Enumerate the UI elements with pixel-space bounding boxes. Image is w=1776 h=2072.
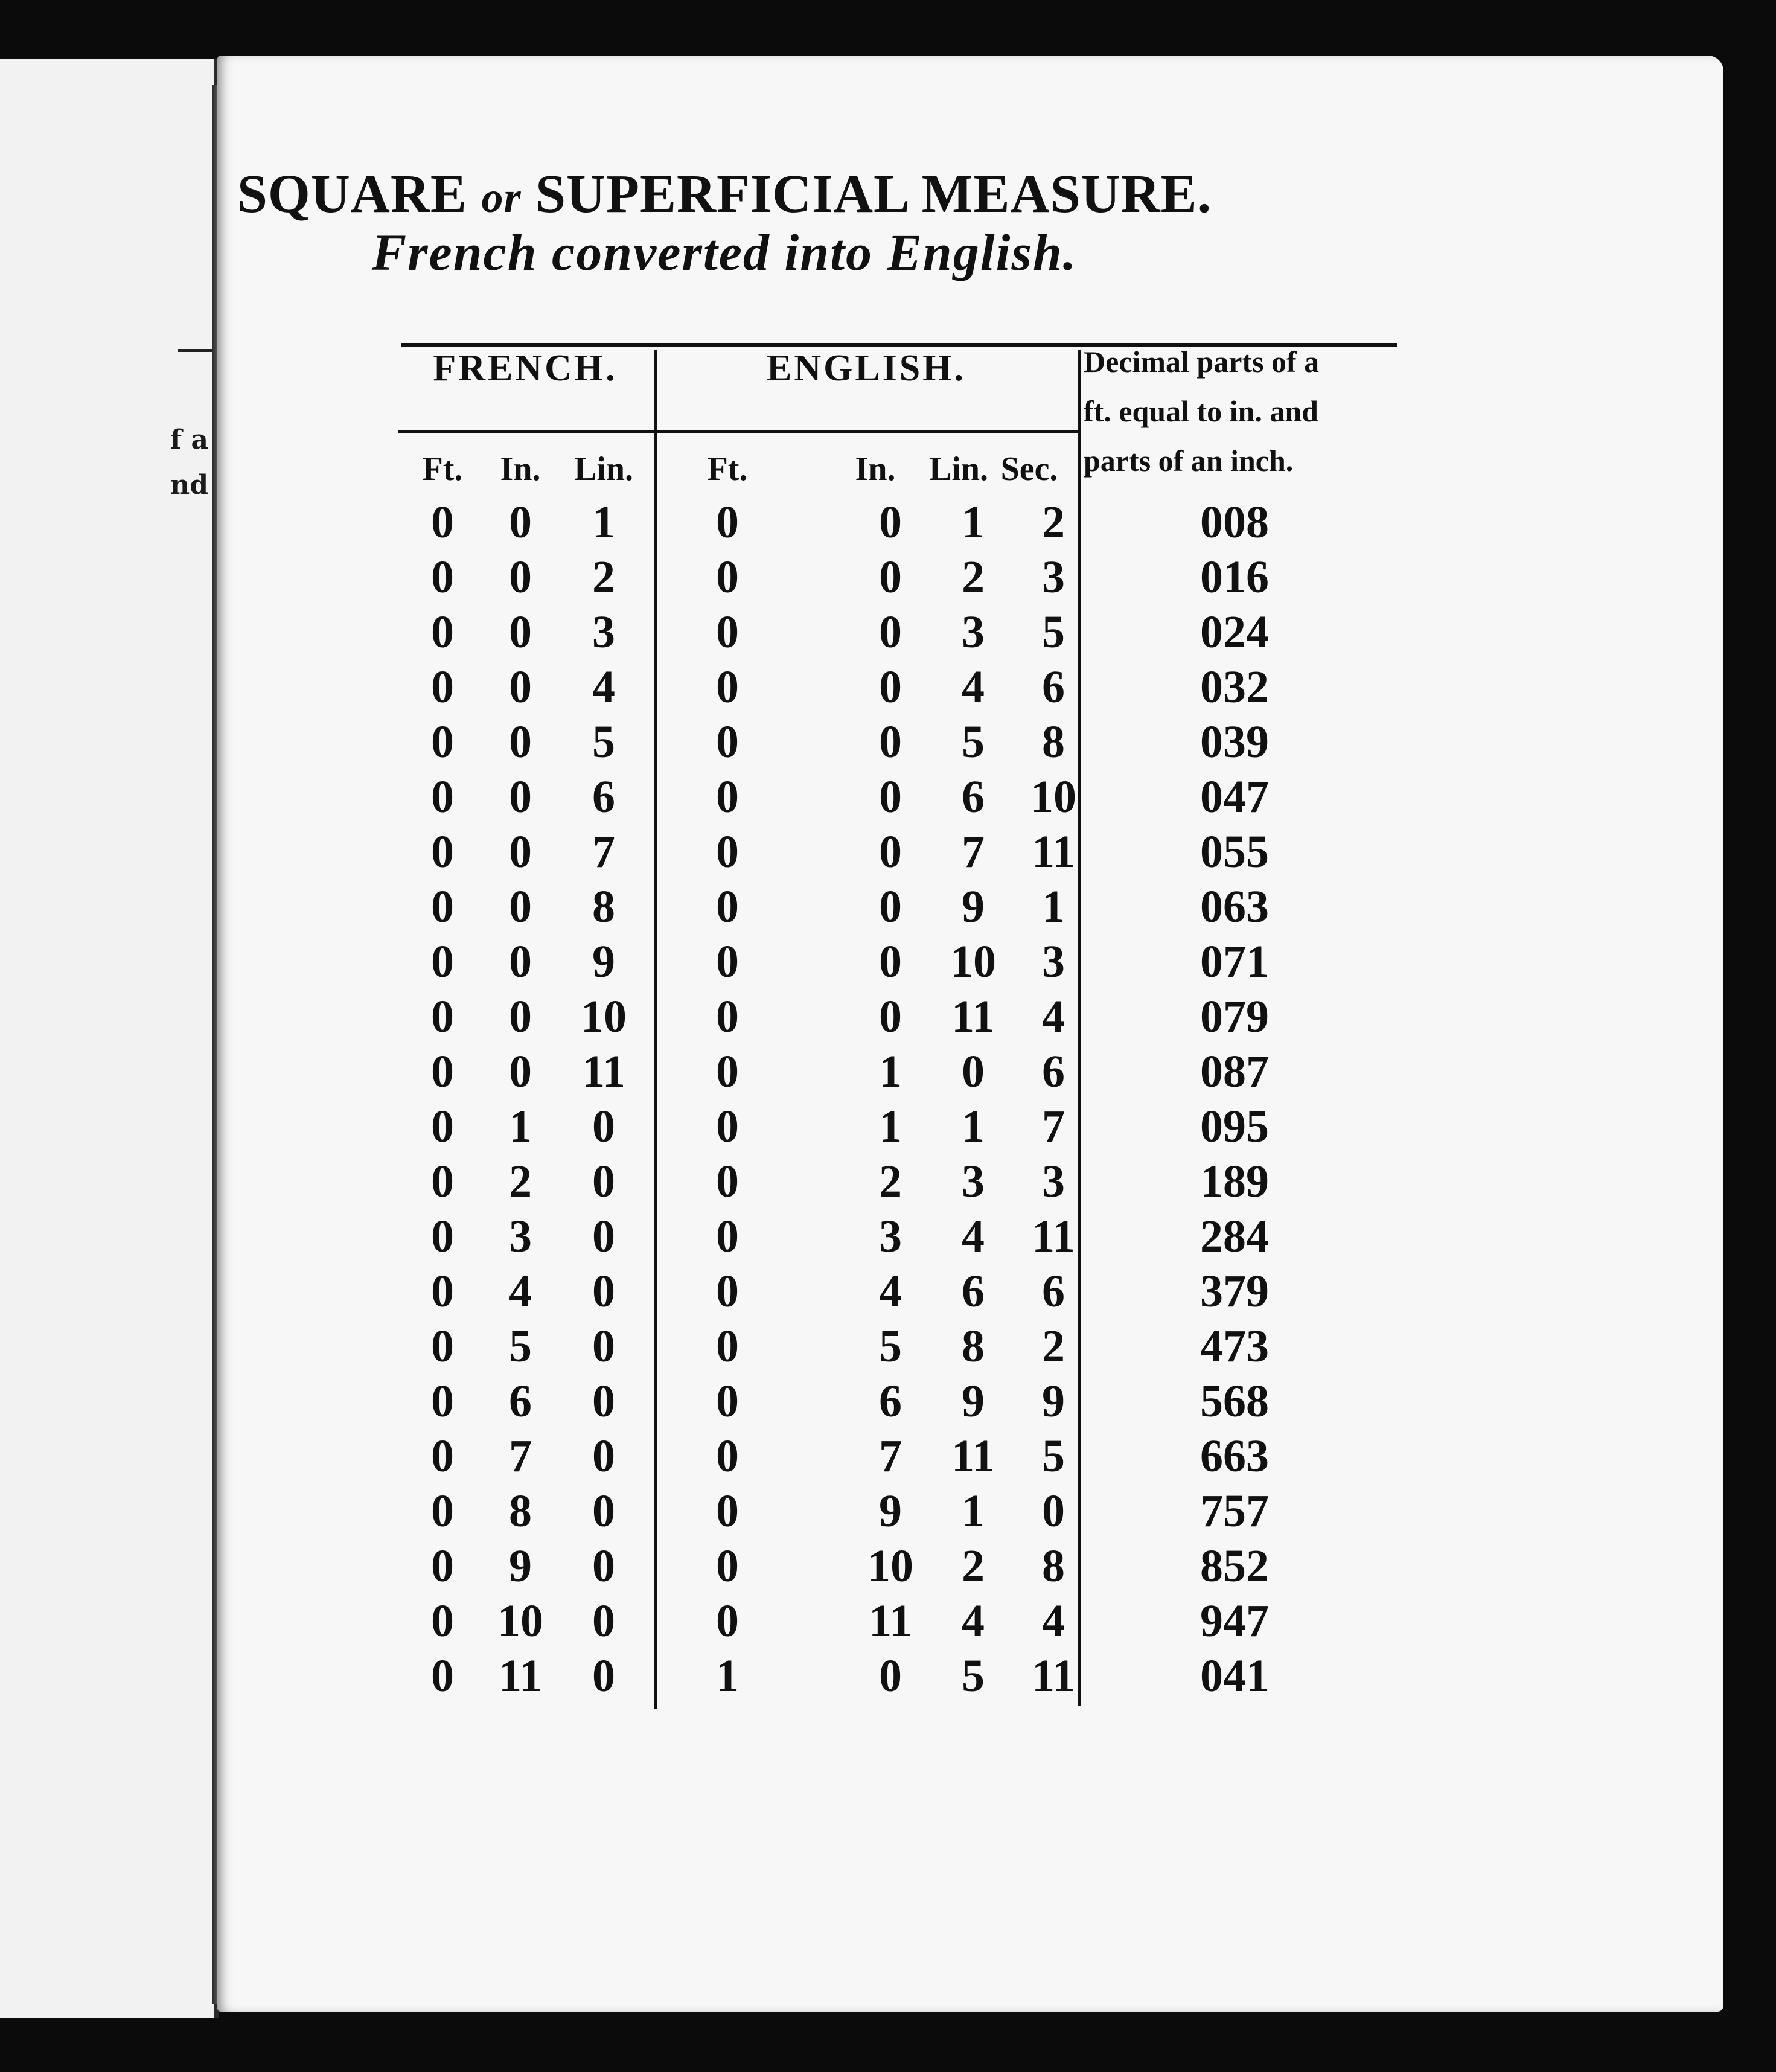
decimal-cell: 379 bbox=[1200, 1266, 1269, 1317]
english-sec-cell: 3 bbox=[1042, 936, 1065, 987]
french-in-cell: 10 bbox=[497, 1596, 543, 1646]
english-in-cell: 7 bbox=[879, 1431, 902, 1482]
english-ft-cell: 0 bbox=[716, 772, 739, 822]
english-ft-cell: 0 bbox=[716, 1376, 739, 1427]
english-lin-cell: 4 bbox=[962, 1596, 985, 1646]
table-row bbox=[0, 550, 1776, 605]
left-page-text-fragment: nd bbox=[170, 470, 208, 500]
table-row bbox=[0, 1154, 1776, 1209]
french-lin-cell: 5 bbox=[592, 717, 615, 767]
french-ft-cell: 0 bbox=[431, 662, 454, 712]
french-lin-cell: 3 bbox=[592, 607, 615, 657]
english-lin-cell: 6 bbox=[962, 1266, 985, 1317]
col-french-lin: Lin. bbox=[573, 450, 634, 488]
french-in-cell: 0 bbox=[509, 827, 532, 877]
french-lin-cell: 7 bbox=[592, 827, 615, 877]
decimal-head-line: Decimal parts of a bbox=[1084, 345, 1320, 379]
french-lin-cell: 0 bbox=[592, 1376, 615, 1427]
col-english-ft: Ft. bbox=[707, 450, 748, 488]
french-in-cell: 0 bbox=[509, 717, 532, 767]
french-ft-cell: 0 bbox=[431, 1211, 454, 1262]
french-ft-cell: 0 bbox=[431, 936, 454, 987]
french-ft-cell: 0 bbox=[431, 1486, 454, 1536]
english-sec-cell: 11 bbox=[1032, 1211, 1075, 1262]
english-sec-cell: 2 bbox=[1042, 1321, 1065, 1372]
group-english: ENGLISH. bbox=[766, 348, 966, 389]
english-ft-cell: 0 bbox=[716, 991, 739, 1042]
english-lin-cell: 11 bbox=[951, 1431, 995, 1482]
english-ft-cell: 0 bbox=[716, 827, 739, 877]
title-or: or bbox=[481, 173, 522, 222]
english-lin-cell: 9 bbox=[962, 881, 985, 932]
table-row bbox=[0, 990, 1776, 1044]
french-in-cell: 8 bbox=[509, 1486, 532, 1536]
table-row bbox=[0, 825, 1776, 880]
english-ft-cell: 0 bbox=[716, 1156, 739, 1207]
french-lin-cell: 0 bbox=[592, 1596, 615, 1646]
decimal-cell: 024 bbox=[1200, 607, 1269, 657]
english-in-cell: 10 bbox=[867, 1541, 913, 1591]
decimal-cell: 041 bbox=[1200, 1651, 1269, 1701]
french-ft-cell: 0 bbox=[431, 1376, 454, 1427]
english-lin-cell: 3 bbox=[962, 607, 985, 657]
french-ft-cell: 0 bbox=[431, 552, 454, 603]
french-lin-cell: 11 bbox=[582, 1046, 625, 1097]
english-in-cell: 6 bbox=[879, 1376, 902, 1427]
french-in-cell: 6 bbox=[509, 1376, 532, 1427]
english-lin-cell: 4 bbox=[962, 1211, 985, 1262]
english-sec-cell: 7 bbox=[1042, 1101, 1065, 1152]
decimal-head-line: ft. equal to in. and bbox=[1084, 394, 1318, 428]
french-ft-cell: 0 bbox=[431, 1101, 454, 1152]
english-sec-cell: 9 bbox=[1042, 1376, 1065, 1427]
french-in-cell: 0 bbox=[509, 991, 532, 1042]
french-lin-cell: 0 bbox=[592, 1321, 615, 1372]
table-row bbox=[0, 1484, 1776, 1539]
french-ft-cell: 0 bbox=[431, 1266, 454, 1317]
english-in-cell: 0 bbox=[879, 881, 902, 932]
decimal-cell: 079 bbox=[1200, 991, 1269, 1042]
french-lin-cell: 0 bbox=[592, 1156, 615, 1207]
decimal-cell: 008 bbox=[1200, 497, 1269, 548]
french-ft-cell: 0 bbox=[431, 497, 454, 548]
english-ft-cell: 0 bbox=[716, 881, 739, 932]
table-row bbox=[0, 715, 1776, 770]
french-in-cell: 0 bbox=[509, 607, 532, 657]
decimal-cell: 473 bbox=[1200, 1321, 1269, 1372]
french-lin-cell: 0 bbox=[592, 1541, 615, 1591]
english-in-cell: 2 bbox=[879, 1156, 902, 1207]
table-row bbox=[0, 935, 1776, 990]
english-sec-cell: 8 bbox=[1042, 717, 1065, 767]
title-part-square: SQUARE bbox=[237, 164, 467, 224]
english-in-cell: 4 bbox=[879, 1266, 902, 1317]
col-english-lin: Lin. bbox=[928, 450, 989, 488]
french-lin-cell: 0 bbox=[592, 1101, 615, 1152]
col-english-in: In. bbox=[855, 450, 896, 488]
table-row bbox=[0, 1429, 1776, 1484]
english-ft-cell: 0 bbox=[716, 1266, 739, 1317]
english-sec-cell: 5 bbox=[1042, 607, 1065, 657]
decimal-cell: 047 bbox=[1200, 772, 1269, 822]
english-sec-cell: 11 bbox=[1032, 827, 1075, 877]
french-in-cell: 2 bbox=[509, 1156, 532, 1207]
page-title bbox=[181, 163, 1268, 225]
english-sec-cell: 4 bbox=[1042, 991, 1065, 1042]
table-row bbox=[0, 880, 1776, 935]
table-row bbox=[0, 1594, 1776, 1649]
decimal-cell: 039 bbox=[1200, 717, 1269, 767]
french-ft-cell: 0 bbox=[431, 1596, 454, 1646]
french-lin-cell: 10 bbox=[581, 991, 627, 1042]
french-lin-cell: 0 bbox=[592, 1431, 615, 1482]
french-ft-cell: 0 bbox=[431, 772, 454, 822]
english-in-cell: 0 bbox=[879, 607, 902, 657]
table-row bbox=[0, 1044, 1776, 1099]
english-lin-cell: 2 bbox=[962, 1541, 985, 1591]
french-ft-cell: 0 bbox=[431, 1541, 454, 1591]
english-sec-cell: 11 bbox=[1032, 1651, 1075, 1701]
decimal-cell: 189 bbox=[1200, 1156, 1269, 1207]
french-lin-cell: 1 bbox=[592, 497, 615, 548]
table-row bbox=[0, 605, 1776, 660]
french-in-cell: 0 bbox=[509, 497, 532, 548]
english-ft-cell: 0 bbox=[716, 662, 739, 712]
group-decimal bbox=[1084, 337, 1422, 485]
english-sec-cell: 4 bbox=[1042, 1596, 1065, 1646]
french-ft-cell: 0 bbox=[431, 1651, 454, 1701]
english-ft-cell: 0 bbox=[716, 1431, 739, 1482]
left-page-rule bbox=[178, 349, 214, 352]
french-ft-cell: 0 bbox=[431, 1431, 454, 1482]
english-in-cell: 3 bbox=[879, 1211, 902, 1262]
table-row bbox=[0, 1649, 1776, 1704]
table-row bbox=[0, 1264, 1776, 1319]
french-lin-cell: 4 bbox=[592, 662, 615, 712]
table-row bbox=[0, 660, 1776, 715]
french-in-cell: 1 bbox=[509, 1101, 532, 1152]
french-in-cell: 0 bbox=[509, 662, 532, 712]
english-sec-cell: 8 bbox=[1042, 1541, 1065, 1591]
decimal-cell: 663 bbox=[1200, 1431, 1269, 1482]
french-lin-cell: 2 bbox=[592, 552, 615, 603]
french-in-cell: 7 bbox=[509, 1431, 532, 1482]
french-lin-cell: 0 bbox=[592, 1486, 615, 1536]
decimal-cell: 095 bbox=[1200, 1101, 1269, 1152]
english-sec-cell: 1 bbox=[1042, 881, 1065, 932]
decimal-cell: 016 bbox=[1200, 552, 1269, 603]
french-lin-cell: 0 bbox=[592, 1266, 615, 1317]
english-in-cell: 0 bbox=[879, 662, 902, 712]
english-lin-cell: 5 bbox=[962, 1651, 985, 1701]
french-ft-cell: 0 bbox=[431, 1321, 454, 1372]
english-ft-cell: 1 bbox=[716, 1651, 739, 1701]
french-ft-cell: 0 bbox=[431, 991, 454, 1042]
english-ft-cell: 0 bbox=[716, 1486, 739, 1536]
decimal-cell: 087 bbox=[1200, 1046, 1269, 1097]
french-in-cell: 0 bbox=[509, 1046, 532, 1097]
english-lin-cell: 4 bbox=[962, 662, 985, 712]
english-ft-cell: 0 bbox=[716, 1541, 739, 1591]
english-ft-cell: 0 bbox=[716, 936, 739, 987]
decimal-cell: 947 bbox=[1200, 1596, 1269, 1646]
decimal-cell: 852 bbox=[1200, 1541, 1269, 1591]
english-lin-cell: 7 bbox=[962, 827, 985, 877]
col-french-in: In. bbox=[500, 450, 541, 488]
english-sec-cell: 0 bbox=[1042, 1486, 1065, 1536]
english-ft-cell: 0 bbox=[716, 717, 739, 767]
french-in-cell: 3 bbox=[509, 1211, 532, 1262]
table-row bbox=[0, 1319, 1776, 1374]
english-lin-cell: 3 bbox=[962, 1156, 985, 1207]
decimal-cell: 568 bbox=[1200, 1376, 1269, 1427]
decimal-cell: 032 bbox=[1200, 662, 1269, 712]
english-lin-cell: 6 bbox=[962, 772, 985, 822]
french-ft-cell: 0 bbox=[431, 607, 454, 657]
col-english-sec: Sec. bbox=[1000, 450, 1058, 488]
french-ft-cell: 0 bbox=[431, 717, 454, 767]
french-lin-cell: 9 bbox=[592, 936, 615, 987]
table-row bbox=[0, 495, 1776, 550]
english-lin-cell: 2 bbox=[962, 552, 985, 603]
english-in-cell: 11 bbox=[869, 1596, 912, 1646]
english-in-cell: 9 bbox=[879, 1486, 902, 1536]
group-french: FRENCH. bbox=[433, 348, 618, 389]
french-in-cell: 0 bbox=[509, 936, 532, 987]
french-in-cell: 9 bbox=[509, 1541, 532, 1591]
english-in-cell: 0 bbox=[879, 717, 902, 767]
english-in-cell: 0 bbox=[879, 497, 902, 548]
french-in-cell: 11 bbox=[499, 1651, 542, 1701]
english-lin-cell: 9 bbox=[962, 1376, 985, 1427]
decimal-cell: 071 bbox=[1200, 936, 1269, 987]
decimal-head-line: parts of an inch. bbox=[1084, 444, 1294, 478]
english-lin-cell: 1 bbox=[962, 497, 985, 548]
english-ft-cell: 0 bbox=[716, 552, 739, 603]
english-lin-cell: 1 bbox=[962, 1101, 985, 1152]
page-subtitle: French converted into English. bbox=[371, 223, 1078, 281]
english-sec-cell: 3 bbox=[1042, 552, 1065, 603]
french-ft-cell: 0 bbox=[431, 1156, 454, 1207]
decimal-cell: 063 bbox=[1200, 881, 1269, 932]
english-lin-cell: 1 bbox=[962, 1486, 985, 1536]
header-group-rule bbox=[398, 430, 1078, 433]
english-sec-cell: 3 bbox=[1042, 1156, 1065, 1207]
english-sec-cell: 5 bbox=[1042, 1431, 1065, 1482]
decimal-cell: 284 bbox=[1200, 1211, 1269, 1262]
table-row bbox=[0, 1374, 1776, 1429]
french-in-cell: 0 bbox=[509, 881, 532, 932]
decimal-cell: 055 bbox=[1200, 827, 1269, 877]
table-row bbox=[0, 1209, 1776, 1264]
english-in-cell: 0 bbox=[879, 1651, 902, 1701]
french-ft-cell: 0 bbox=[431, 827, 454, 877]
english-in-cell: 5 bbox=[879, 1321, 902, 1372]
english-in-cell: 0 bbox=[879, 552, 902, 603]
english-in-cell: 0 bbox=[879, 936, 902, 987]
english-in-cell: 1 bbox=[879, 1046, 902, 1097]
french-in-cell: 0 bbox=[509, 772, 532, 822]
col-french-ft: Ft. bbox=[422, 450, 463, 488]
english-sec-cell: 6 bbox=[1042, 662, 1065, 712]
english-ft-cell: 0 bbox=[716, 1211, 739, 1262]
english-ft-cell: 0 bbox=[716, 1046, 739, 1097]
french-ft-cell: 0 bbox=[431, 1046, 454, 1097]
decimal-cell: 757 bbox=[1200, 1486, 1269, 1536]
english-lin-cell: 11 bbox=[951, 991, 995, 1042]
english-ft-cell: 0 bbox=[716, 1101, 739, 1152]
table-row bbox=[0, 770, 1776, 825]
french-in-cell: 0 bbox=[509, 552, 532, 603]
french-lin-cell: 0 bbox=[592, 1651, 615, 1701]
english-lin-cell: 5 bbox=[962, 717, 985, 767]
table-row bbox=[0, 1099, 1776, 1154]
english-in-cell: 0 bbox=[879, 827, 902, 877]
english-sec-cell: 10 bbox=[1030, 772, 1076, 822]
english-in-cell: 0 bbox=[879, 772, 902, 822]
english-ft-cell: 0 bbox=[716, 1596, 739, 1646]
english-lin-cell: 10 bbox=[950, 936, 996, 987]
table-row bbox=[0, 1539, 1776, 1594]
french-lin-cell: 0 bbox=[592, 1211, 615, 1262]
french-lin-cell: 8 bbox=[592, 881, 615, 932]
english-ft-cell: 0 bbox=[716, 607, 739, 657]
left-page-text-fragment: f a bbox=[170, 424, 208, 455]
english-ft-cell: 0 bbox=[716, 497, 739, 548]
french-in-cell: 5 bbox=[509, 1321, 532, 1372]
french-in-cell: 4 bbox=[509, 1266, 532, 1317]
french-lin-cell: 6 bbox=[592, 772, 615, 822]
english-in-cell: 1 bbox=[879, 1101, 902, 1152]
english-sec-cell: 6 bbox=[1042, 1046, 1065, 1097]
english-sec-cell: 2 bbox=[1042, 497, 1065, 548]
english-in-cell: 0 bbox=[879, 991, 902, 1042]
english-sec-cell: 6 bbox=[1042, 1266, 1065, 1317]
french-ft-cell: 0 bbox=[431, 881, 454, 932]
english-lin-cell: 8 bbox=[962, 1321, 985, 1372]
english-ft-cell: 0 bbox=[716, 1321, 739, 1372]
title-part-superficial: SUPERFICIAL MEASURE. bbox=[535, 164, 1212, 224]
english-lin-cell: 0 bbox=[962, 1046, 985, 1097]
